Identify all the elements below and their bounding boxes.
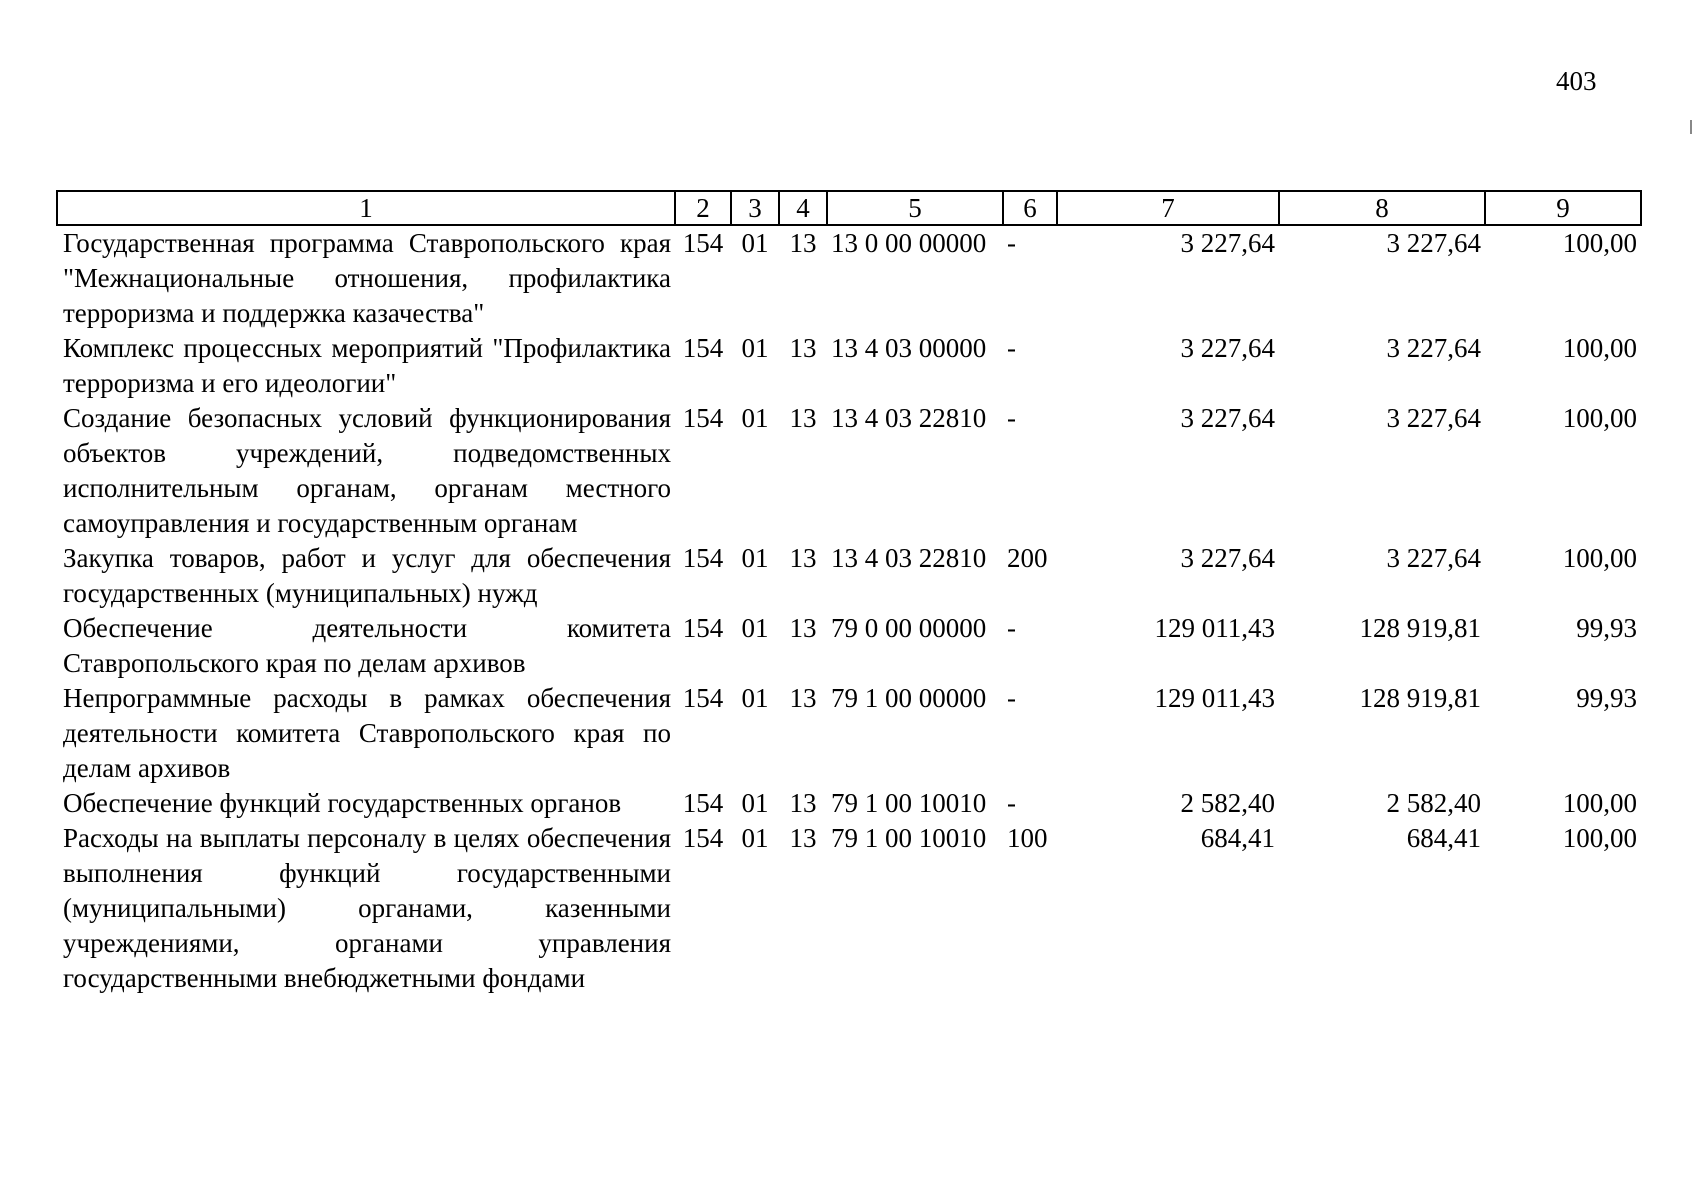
column-header-7: 7: [1057, 191, 1279, 225]
planned-amount: 3 227,64: [1180, 333, 1275, 363]
planned-amount: 2 582,40: [1180, 788, 1275, 818]
executed-amount: 128 919,81: [1359, 613, 1481, 643]
target-article-code: 79 1 00 10010: [831, 823, 987, 853]
execution-percent: 100,00: [1562, 543, 1637, 573]
target-article-code: 13 4 03 22810: [831, 543, 987, 573]
executed-amount: 684,41: [1406, 823, 1481, 853]
subsection-code: 13: [789, 543, 817, 573]
ministry-code: 154: [682, 823, 724, 853]
executed-amount: 2 582,40: [1386, 788, 1481, 818]
subsection-code: 13: [789, 403, 817, 433]
section-code: 01: [741, 228, 769, 258]
ministry-code: 154: [682, 613, 724, 643]
executed-amount: 3 227,64: [1386, 543, 1481, 573]
planned-amount: 129 011,43: [1154, 683, 1275, 713]
row-name: Закупка товаров, работ и услуг для обеспечения государственных (муниципальных) нужд: [63, 543, 671, 608]
column-header-9: 9: [1485, 191, 1641, 225]
ministry-code: 154: [682, 683, 724, 713]
row-name: Обеспечение функций государственных органов: [63, 788, 622, 818]
ministry-code: 154: [682, 403, 724, 433]
execution-percent: 100,00: [1562, 228, 1637, 258]
subsection-code: 13: [789, 823, 817, 853]
target-article-code: 79 1 00 00000: [831, 683, 987, 713]
planned-amount: 3 227,64: [1180, 543, 1275, 573]
execution-percent: 100,00: [1562, 333, 1637, 363]
target-article-code: 13 4 03 00000: [831, 333, 987, 363]
subsection-code: 13: [789, 683, 817, 713]
target-article-code: 13 4 03 22810: [831, 403, 987, 433]
subsection-code: 13: [789, 228, 817, 258]
ministry-code: 154: [682, 228, 724, 258]
column-header-8: 8: [1279, 191, 1485, 225]
scan-edge-mark: [1690, 120, 1692, 134]
column-header-4: 4: [779, 191, 827, 225]
executed-amount: 3 227,64: [1386, 333, 1481, 363]
target-article-code: 13 0 00 00000: [831, 228, 987, 258]
section-code: 01: [741, 543, 769, 573]
column-header-1: 1: [57, 191, 675, 225]
execution-percent: 100,00: [1562, 788, 1637, 818]
expense-type-code: -: [1007, 788, 1016, 818]
table-row: [57, 681, 1641, 786]
subsection-code: 13: [789, 788, 817, 818]
subsection-code: 13: [789, 333, 817, 363]
column-header-3: 3: [731, 191, 779, 225]
execution-percent: 99,93: [1576, 613, 1637, 643]
ministry-code: 154: [682, 333, 724, 363]
row-name: Создание безопасных условий функционирования объектов учреждений, подведомственных исполнительным органам, органам местного самоуправления и государственным органам: [63, 403, 671, 538]
row-name: Комплекс процессных мероприятий "Профилактика терроризма и его идеологии": [63, 333, 671, 398]
executed-amount: 3 227,64: [1386, 403, 1481, 433]
section-code: 01: [741, 613, 769, 643]
ministry-code: 154: [682, 543, 724, 573]
planned-amount: 3 227,64: [1180, 403, 1275, 433]
planned-amount: 3 227,64: [1180, 228, 1275, 258]
section-code: 01: [741, 403, 769, 433]
row-name: Расходы на выплаты персоналу в целях обеспечения выполнения функций государственными (муниципальными) органами, казенными учреждениями, органами управления государственными внебюджетными фондами: [63, 823, 671, 993]
expense-type-code: -: [1007, 403, 1016, 433]
target-article-code: 79 0 00 00000: [831, 613, 987, 643]
section-code: 01: [741, 333, 769, 363]
table-row: [57, 541, 1641, 611]
row-name: Обеспечение деятельности комитета Ставропольского края по делам архивов: [63, 613, 671, 678]
execution-percent: 100,00: [1562, 823, 1637, 853]
expense-type-code: 200: [1007, 543, 1048, 573]
table-row: [57, 786, 1641, 821]
executed-amount: 3 227,64: [1386, 228, 1481, 258]
planned-amount: 129 011,43: [1154, 613, 1275, 643]
row-name: Непрограммные расходы в рамках обеспечения деятельности комитета Ставропольского края по делам архивов: [63, 683, 671, 783]
table-row: [57, 401, 1641, 541]
table-row: [57, 225, 1641, 331]
subsection-code: 13: [789, 613, 817, 643]
table-row: [57, 821, 1641, 996]
executed-amount: 128 919,81: [1359, 683, 1481, 713]
expense-type-code: -: [1007, 333, 1016, 363]
column-header-2: 2: [675, 191, 731, 225]
execution-percent: 99,93: [1576, 683, 1637, 713]
expense-type-code: 100: [1007, 823, 1048, 853]
page-number: 403: [1556, 66, 1597, 96]
section-code: 01: [741, 788, 769, 818]
section-code: 01: [741, 823, 769, 853]
target-article-code: 79 1 00 10010: [831, 788, 987, 818]
header-row: [57, 191, 1641, 225]
table-row: [57, 611, 1641, 681]
table-row: [57, 331, 1641, 401]
budget-table: [56, 190, 1642, 996]
expense-type-code: -: [1007, 683, 1016, 713]
column-header-5: 5: [827, 191, 1003, 225]
planned-amount: 684,41: [1200, 823, 1275, 853]
ministry-code: 154: [682, 788, 724, 818]
expense-type-code: -: [1007, 228, 1016, 258]
execution-percent: 100,00: [1562, 403, 1637, 433]
section-code: 01: [741, 683, 769, 713]
expense-type-code: -: [1007, 613, 1016, 643]
row-name: Государственная программа Ставропольского края "Межнациональные отношения, профилактика терроризма и поддержка казачества": [63, 228, 671, 328]
column-header-6: 6: [1003, 191, 1057, 225]
